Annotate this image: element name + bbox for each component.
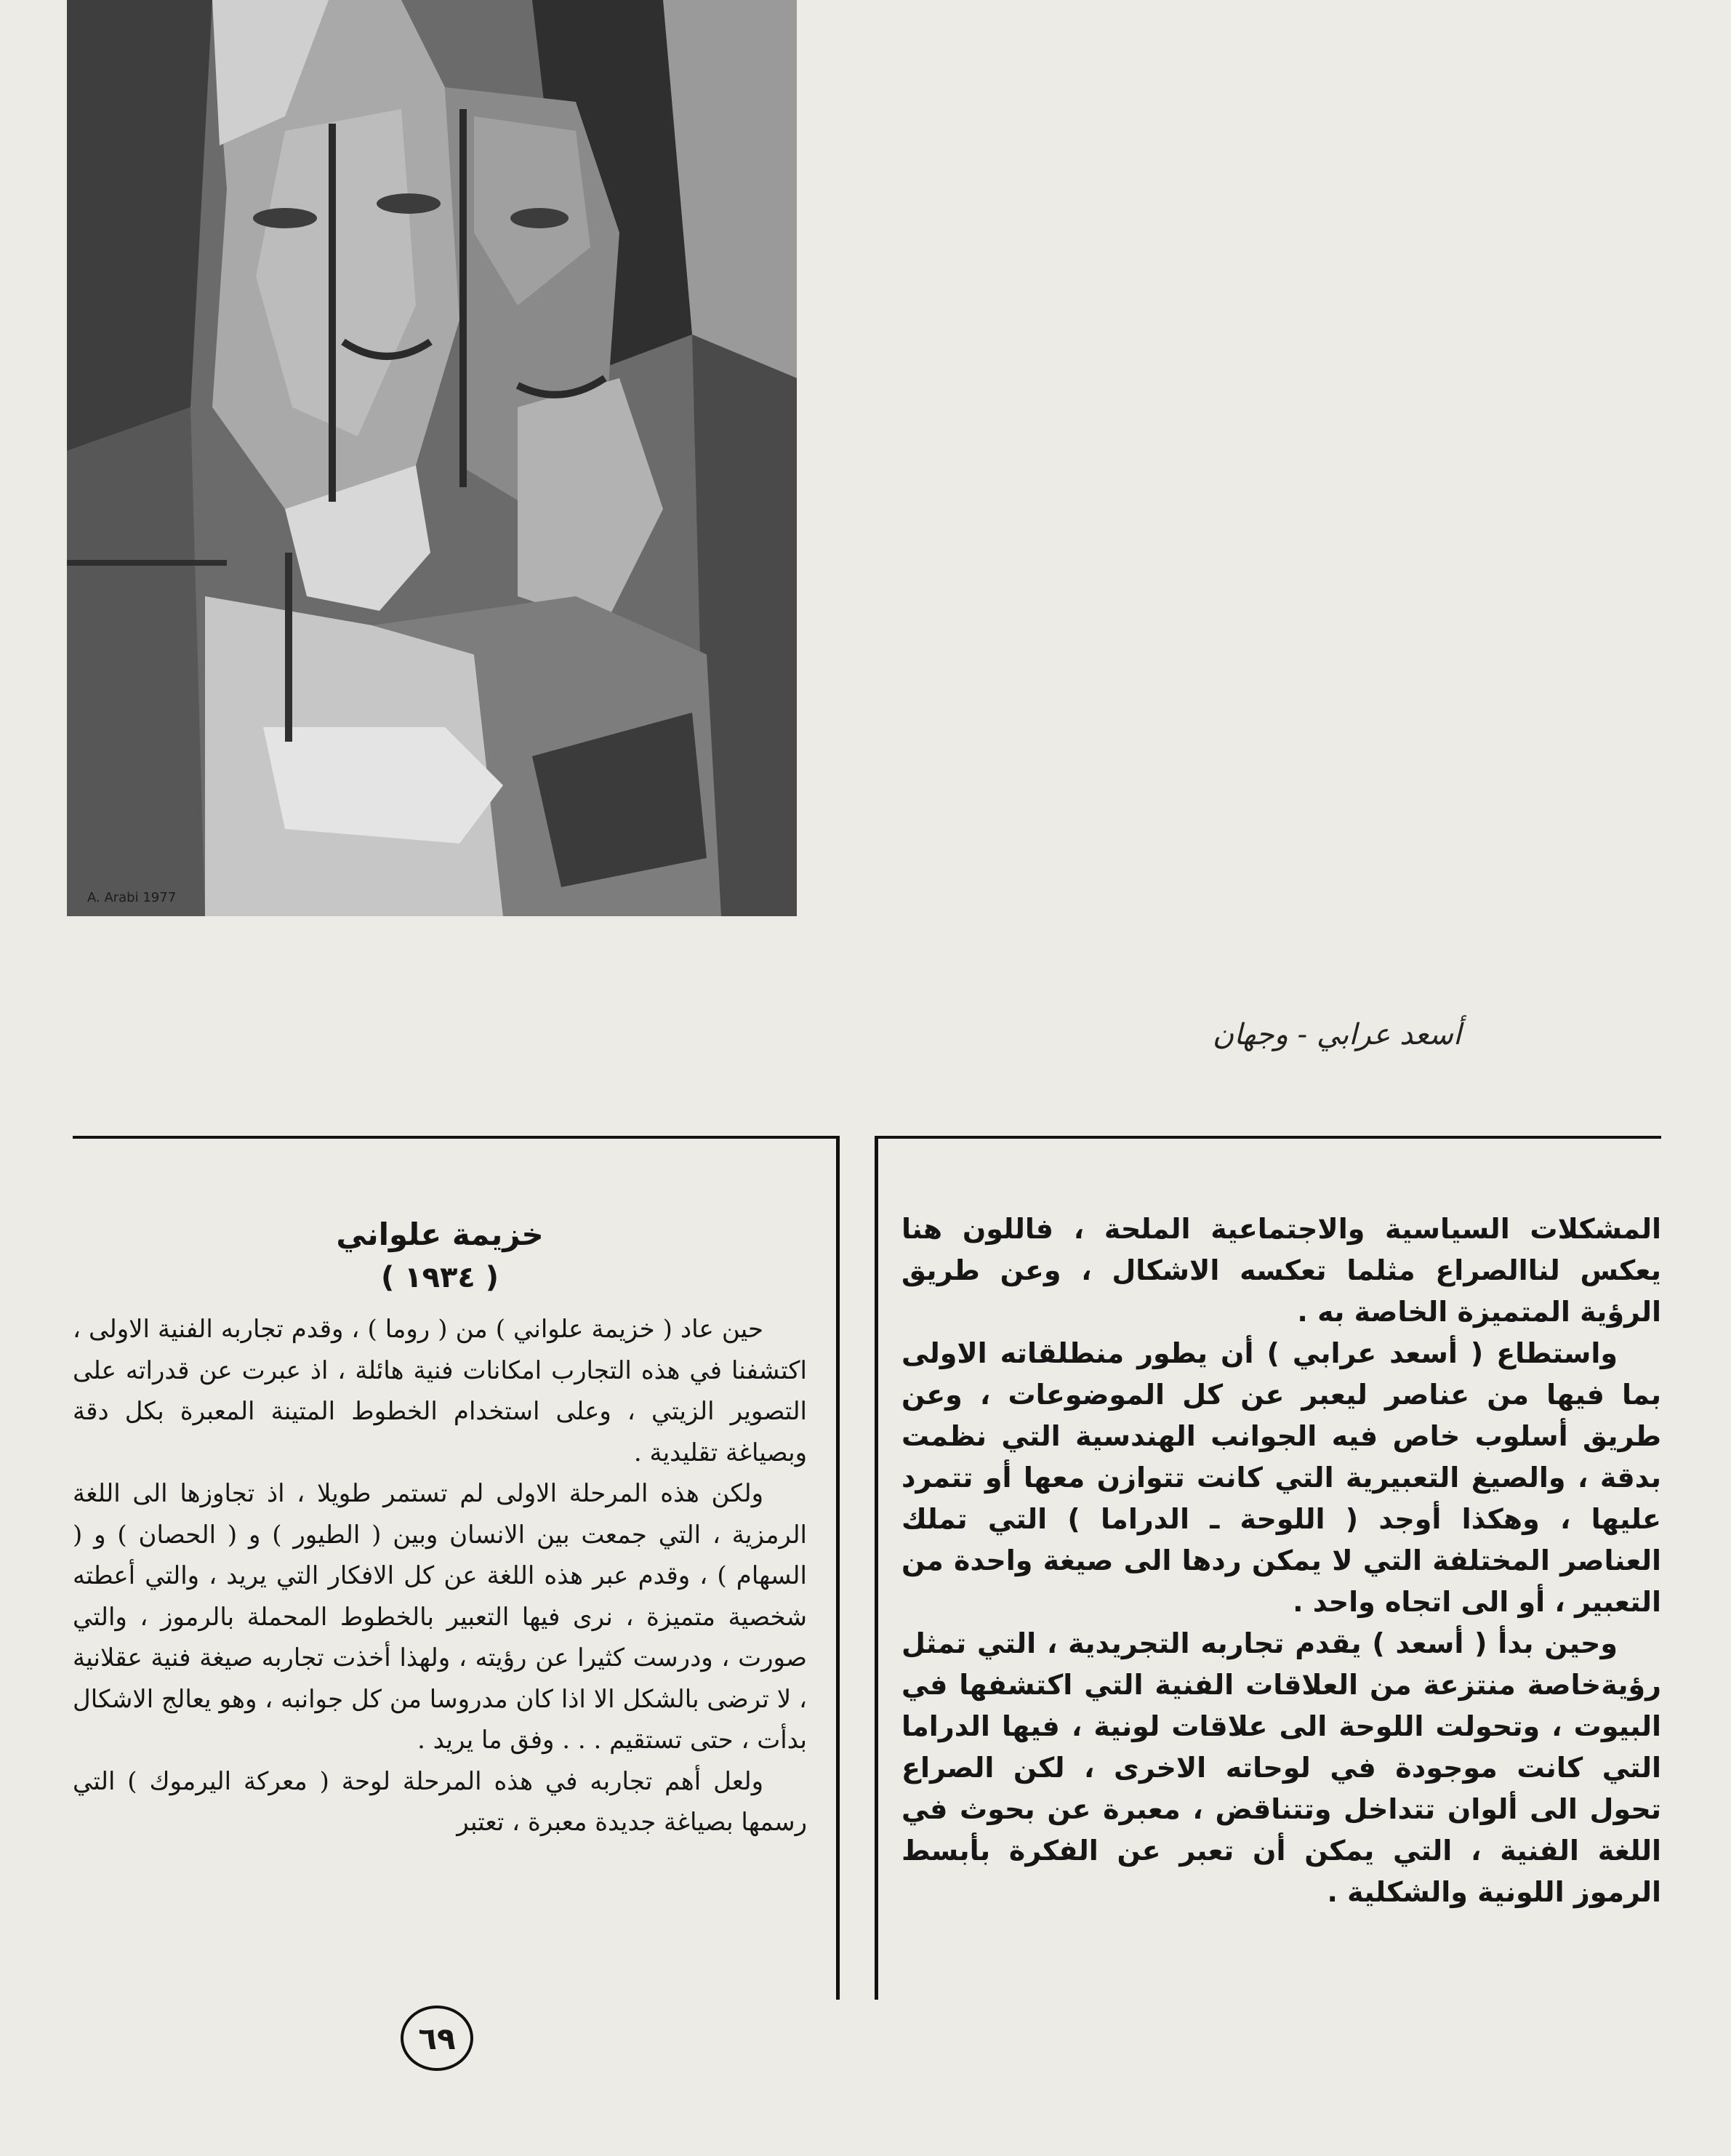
paragraph: المشكلات السياسية والاجتماعية الملحة ، فاللون هنا يعكس لناالصراع مثلما تعكسه الاشكال ، وعن طريق الرؤية المتميزة الخاصة به . — [901, 1213, 1661, 1328]
horizontal-rule-left — [73, 1136, 839, 1139]
paragraph: ولكن هذه المرحلة الاولى لم تستمر طويلا ، اذ تجاوزها الى اللغة الرمزية ، التي جمعت بين الانسان وبين ( الطيور ) و ( الحصان ) و ( السهام ) ، وقدم عبر هذه اللغة عن كل الافكار التي يريد ، والتي أعطته شخصية متميزة ، نرى فيها التعبير بالخطوط المحملة بالرموز ، والتي صورت ، ودرست كثيرا عن رؤيته ، ولهذا أخذت تجاربه صيغة فنية عقلانية ، لا ترضى بالشكل الا اذا كان مدروسا من كل جوانبه ، وهو يعالج الاشكال بدأت ، حتى تستقيم . . . وفق ما يريد . — [73, 1479, 807, 1755]
paragraph: وحين بدأ ( أسعد ) يقدم تجاربه التجريدية ، التي تمثل رؤيةخاصة منتزعة من العلاقات الفنية التي اكتشفها في البيوت ، وتحولت اللوحة الى علاقات لونية ، فيها الدراما التي كانت موجودة في لوحاته الاخرى ، لكن الصراع تحول الى ألوان تتداخل وتتناقض ، معبرة عن بحوث في اللغة الفنية ، التي يمكن أن تعبر عن الفكرة بأبسط الرموز اللونية والشكلية . — [901, 1627, 1661, 1908]
artist-birth-year: ( ١٩٣٤ ) — [380, 1261, 499, 1294]
horizontal-rule-right — [876, 1136, 1661, 1139]
figure-caption: أسعد عرابي - وجهان — [1212, 1018, 1461, 1051]
page-number: ٦٩ — [401, 2005, 473, 2071]
section-heading — [73, 1213, 807, 1299]
right-column-text — [901, 1209, 1661, 1913]
painting-artwork — [67, 0, 797, 916]
artist-name: خزيمة علواني — [336, 1217, 544, 1252]
paragraph: واستطاع ( أسعد عرابي ) أن يطور منطلقاته الاولى بما فيها من عناصر ليعبر عن كل الموضوعات ، وعن طريق أسلوب خاص فيه الجوانب الهندسية التي نظمت بدقة ، والصيغ التعبيرية التي كانت تتوازن معها أو تتمرد عليها ، وهكذا أوجد ( اللوحة ـ الدراما ) التي تملك العناصر المختلفة التي لا يمكن ردها الى صيغة واحدة من التعبير ، أو الى اتجاه واحد . — [901, 1337, 1661, 1618]
column-divider-left — [836, 1136, 840, 2000]
paragraph: ولعل أهم تجاربه في هذه المرحلة لوحة ( معركة اليرموك ) التي رسمها بصياغة جديدة معبرة ، تعتبر — [73, 1766, 807, 1837]
column-divider-right — [875, 1136, 878, 2000]
painting-signature: A. Arabi 1977 — [87, 890, 177, 905]
painting-two-faces — [67, 0, 797, 916]
left-column-text — [73, 1309, 807, 1843]
paragraph: حين عاد ( خزيمة علواني ) من ( روما ) ، وقدم تجاربه الفنية الاولى ، اكتشفنا في هذه التجارب امكانات فنية هائلة ، اذ عبرت عن قدراته على التصوير الزيتي ، وعلى استخدام الخطوط المتينة المعبرة بكل دقة وبصياغة تقليدية . — [73, 1315, 807, 1467]
